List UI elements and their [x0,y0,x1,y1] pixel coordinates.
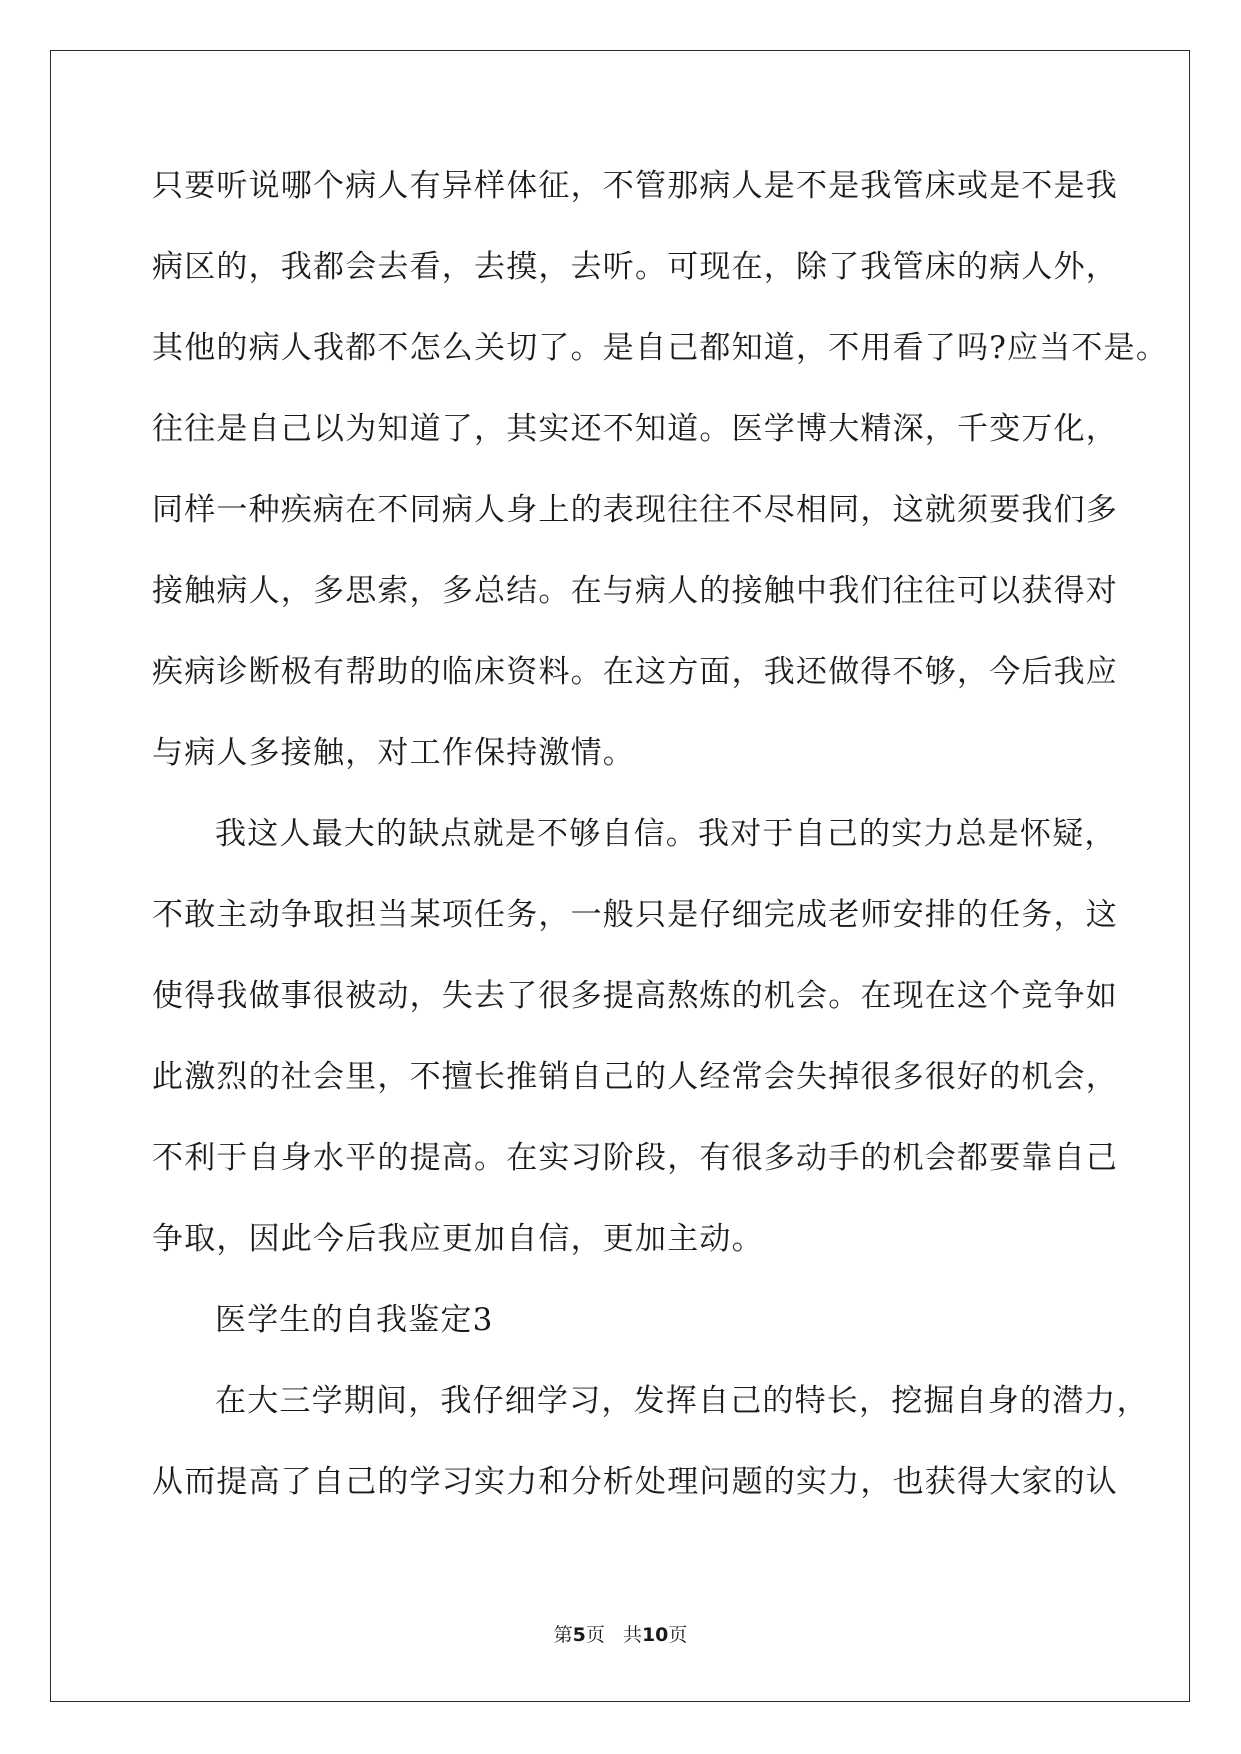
section-heading: 医学生的自我鉴定3 [215,1302,494,1338]
footer-middle: 页 共 [585,1624,642,1646]
text-line: 病区的，我都会去看，去摸，去听。可现在，除了我管床的病人外， [152,249,1118,285]
footer-prefix: 第 [553,1624,573,1646]
text-line: 往往是自己以为知道了，其实还不知道。医学博大精深，千变万化， [152,411,1118,447]
text-line: 不利于自身水平的提高。在实习阶段，有很多动手的机会都要靠自己 [152,1140,1118,1176]
text-line: 同样一种疾病在不同病人身上的表现往往不尽相同，这就须要我们多 [152,492,1118,528]
paragraph-start-line: 我这人最大的缺点就是不够自信。我对于自己的实力总是怀疑， [215,816,1117,852]
text-line: 疾病诊断极有帮助的临床资料。在这方面，我还做得不够，今后我应 [152,654,1118,690]
text-line: 接触病人，多思索，多总结。在与病人的接触中我们往往可以获得对 [152,573,1118,609]
text-line: 此激烈的社会里，不擅长推销自己的人经常会失掉很多很好的机会， [152,1059,1118,1095]
text-line: 只要听说哪个病人有异样体征，不管那病人是不是我管床或是不是我 [152,168,1118,204]
text-line: 从而提高了自己的学习实力和分析处理问题的实力，也获得大家的认 [152,1464,1118,1500]
document-body [152,163,1169,1540]
paragraph-start-line: 在大三学期间，我仔细学习，发挥自己的特长，挖掘自身的潜力， [215,1383,1149,1419]
text-line: 其他的病人我都不怎么关切了。是自己都知道，不用看了吗?应当不是。 [152,330,1169,366]
current-page-number: 5 [572,1624,586,1646]
text-line: 不敢主动争取担当某项任务，一般只是仔细完成老师安排的任务，这 [152,897,1118,933]
total-pages-number: 10 [641,1624,669,1646]
page-footer [0,1620,1241,1647]
text-line: 争取，因此今后我应更加自信，更加主动。 [152,1221,764,1257]
text-line: 与病人多接触，对工作保持激情。 [152,735,635,771]
footer-suffix: 页 [668,1624,688,1646]
text-line: 使得我做事很被动，失去了很多提高熬炼的机会。在现在这个竞争如 [152,978,1118,1014]
